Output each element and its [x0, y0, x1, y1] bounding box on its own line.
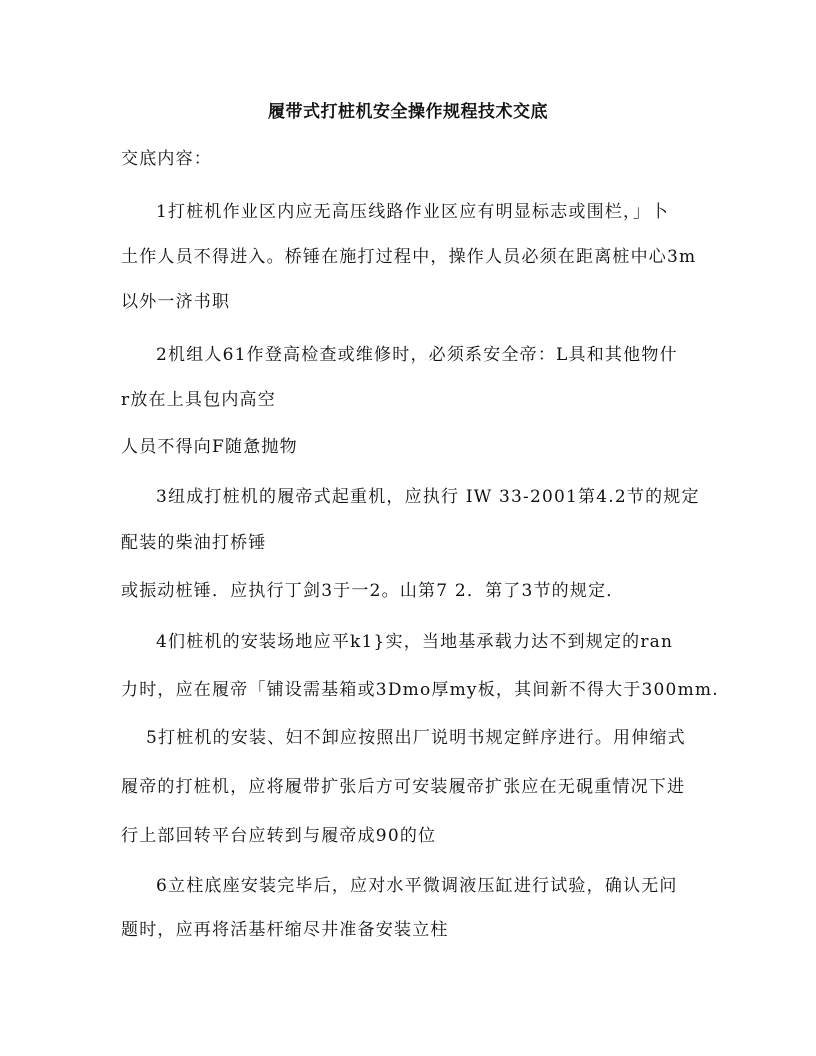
- paragraph-line: 或振动桩锤．应执行丁剑3于一2。山第7 2．第了3节的规定．: [121, 581, 625, 601]
- paragraph-line: 4们桩机的安装场地应平k1}实，当地基承载力达不到规定的ran: [156, 632, 674, 652]
- paragraph-line: 人员不得向F随惫抛物: [121, 437, 298, 457]
- paragraph-line: 土作人员不得进入。桥锤在施打过程中，操作人员必须在距离桩中心3m: [121, 247, 697, 267]
- paragraph-line: 1打桩机作业区内应无高压线路作业区应有明显标志或围栏，」卜: [156, 202, 670, 222]
- paragraph-line: 3纽成打桩机的履帝式起重机，应执行 IW 33-2001第4.2节的规定: [156, 487, 700, 507]
- paragraph-line: r放在上具包内高空: [121, 390, 276, 410]
- paragraph-line: 行上部回转平台应转到与履帝成90的位: [121, 826, 437, 846]
- paragraph-line: 以外一济书职: [121, 292, 231, 312]
- section-heading: 交底内容：: [121, 149, 212, 169]
- paragraph-line: 6立柱底座安装完毕后，应对水平微调液压缸进行试验，确认无问: [156, 876, 678, 896]
- paragraph-line: 题时，应再将活基杆缩尽井准备安装立柱: [121, 920, 449, 940]
- document-title: 履带式打桩机安全操作规程技术交底: [268, 102, 548, 122]
- paragraph-line: 5打桩机的安装、妇不卸应按照出厂说明书规定鲜序进行。用伸缩式: [146, 728, 686, 748]
- paragraph-line: 履帝的打桩机，应将履带扩张后方可安装履帝扩张应在无硯重情况下进: [121, 777, 686, 797]
- paragraph-line: 2机组人61作登高检查或维修时，必须系安全帝：L具和其他物什: [156, 345, 678, 365]
- paragraph-line: 配装的柴油打桥锤: [121, 533, 267, 553]
- paragraph-line: 力时，应在履帝「铺设需基箱或3Dmo厚my板，其间新不得大于300mm.: [121, 680, 719, 700]
